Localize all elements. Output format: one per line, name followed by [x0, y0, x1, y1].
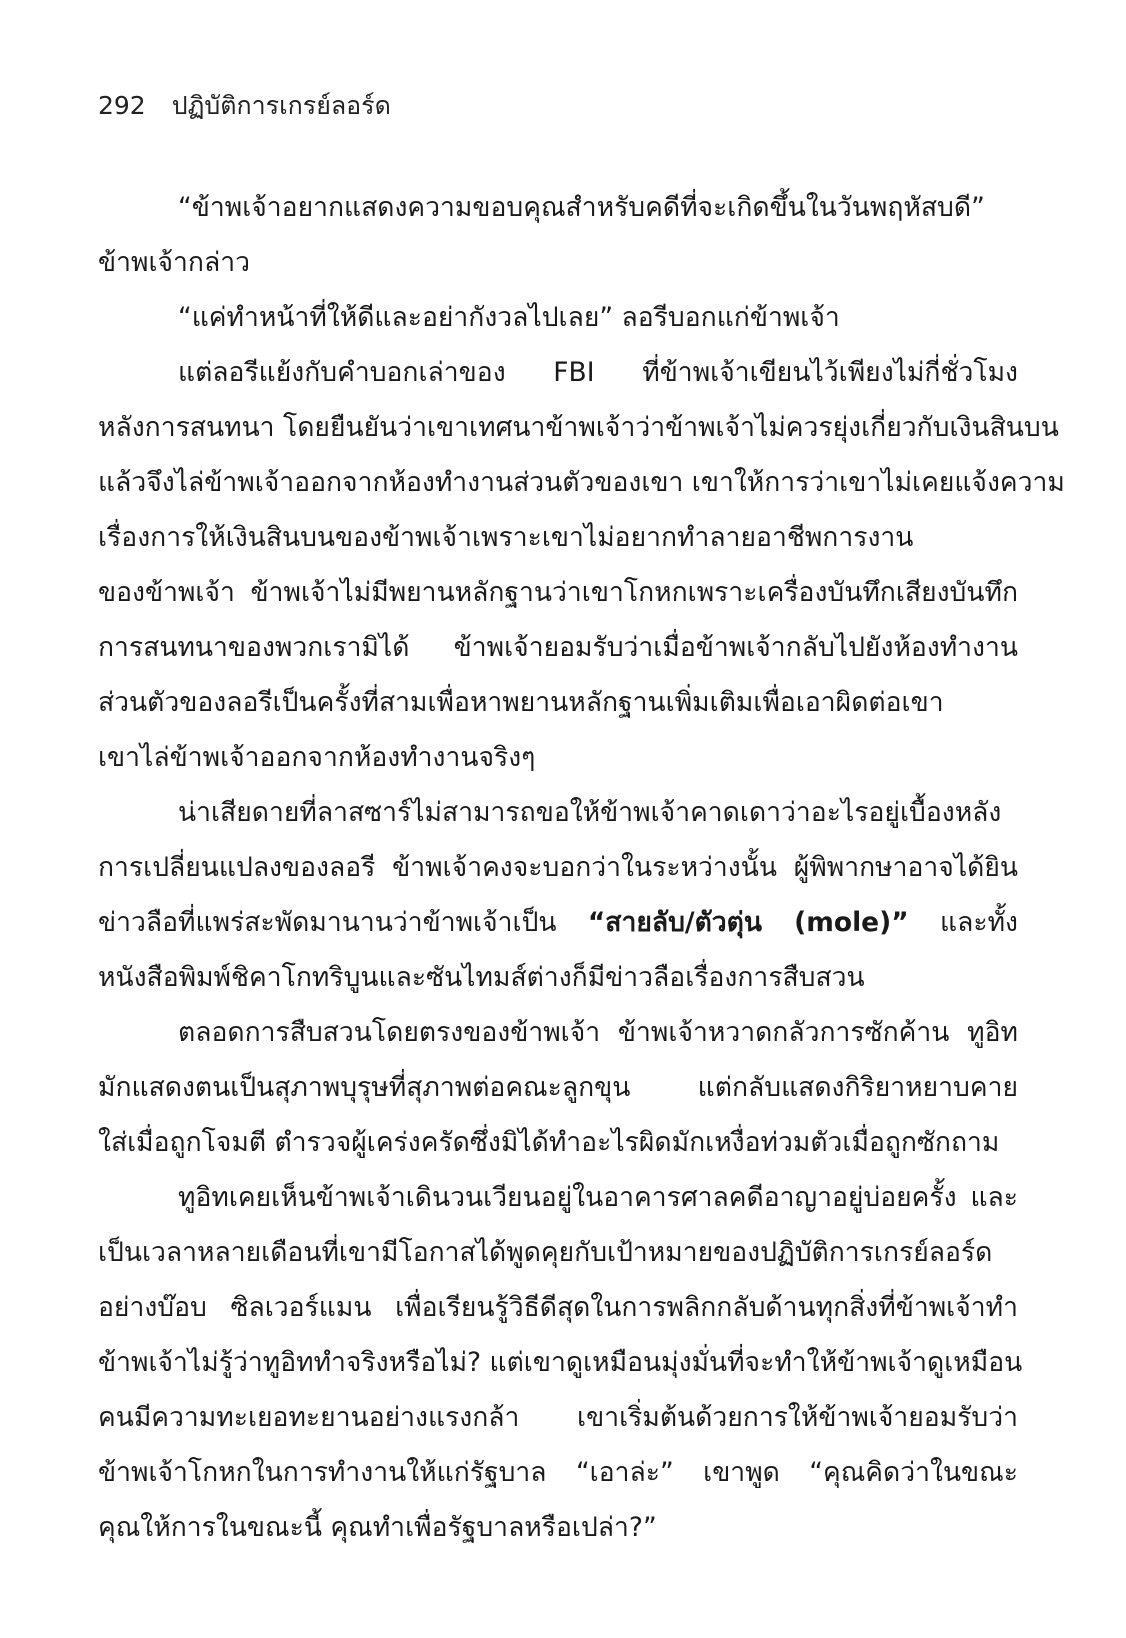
page-number: 292: [98, 91, 146, 120]
text-line: แต่ลอรีแย้งกับคำบอกเล่าของ FBI ที่ข้าพเจ้าเขียนไว้เพียงไม่กี่ชั่วโมง: [178, 357, 1018, 388]
body-text: [98, 180, 1065, 1555]
text-line: หลังการสนทนา โดยยืนยันว่าเขาเทศนาข้าพเจ้าว่าข้าพเจ้าไม่ควรยุ่งเกี่ยวกับเงินสินบน: [98, 412, 1059, 443]
text-line-with-emphasis: [98, 895, 1018, 950]
text-line: หนังสือพิมพ์ชิคาโกทริบูนและซันไทมส์ต่างก็มีข่าวลือเรื่องการสืบสวน: [98, 962, 865, 993]
text-line: ข้าพเจ้าไม่รู้ว่าทูอิททำจริงหรือไม่? แต่เขาดูเหมือนมุ่งมั่นที่จะทำให้ข้าพเจ้าดูเหมือน: [98, 1347, 1023, 1378]
running-header: [98, 86, 391, 126]
text-line: อย่างบ๊อบ ซิลเวอร์แมน เพื่อเรียนรู้วิธีดีสุดในการพลิกกลับด้านทุกสิ่งที่ข้าพเจ้าทำ: [98, 1292, 1018, 1323]
emphasized-term: “สายลับ/ตัวตุ่น (mole)”: [587, 907, 909, 938]
text-line: “แค่ทำหน้าที่ให้ดีและอย่ากังวลไปเลย” ลอรีบอกแก่ข้าพเจ้า: [178, 302, 840, 333]
text-line: มักแสดงตนเป็นสุภาพบุรุษที่สุภาพต่อคณะลูกขุน แต่กลับแสดงกิริยาหยาบคาย: [98, 1072, 1018, 1103]
text-line: การสนทนาของพวกเรามิได้ ข้าพเจ้ายอมรับว่าเมื่อข้าพเจ้ากลับไปยังห้องทำงาน: [98, 632, 1018, 663]
text-line: เรื่องการให้เงินสินบนของข้าพเจ้าเพราะเขาไม่อยากทำลายอาชีพการงาน: [98, 522, 914, 553]
text-line: “ข้าพเจ้าอยากแสดงความขอบคุณสำหรับคดีที่จะเกิดขึ้นในวันพฤหัสบดี”: [178, 192, 985, 223]
text-line: น่าเสียดายที่ลาสซาร์ไม่สามารถขอให้ข้าพเจ้าคาดเดาว่าอะไรอยู่เบื้องหลัง: [178, 797, 1002, 828]
text-line: ของข้าพเจ้า ข้าพเจ้าไม่มีพยานหลักฐานว่าเขาโกหกเพราะเครื่องบันทึกเสียงบันทึก: [98, 577, 1018, 608]
text-line: ส่วนตัวของลอรีเป็นครั้งที่สามเพื่อหาพยานหลักฐานเพิ่มเติมเพื่อเอาผิดต่อเขา: [98, 687, 944, 718]
text-line: ทูอิทเคยเห็นข้าพเจ้าเดินวนเวียนอยู่ในอาคารศาลคดีอาญาอยู่บ่อยครั้ง และ: [178, 1182, 1018, 1213]
text-line: ข้าพเจ้ากล่าว: [98, 247, 250, 278]
text-line: ข้าพเจ้าโกหกในการทำงานให้แก่รัฐบาล “เอาล่ะ” เขาพูด “คุณคิดว่าในขณะ: [98, 1457, 1018, 1488]
text-line: แล้วจึงไล่ข้าพเจ้าออกจากห้องทำงานส่วนตัวของเขา เขาให้การว่าเขาไม่เคยแจ้งความ: [98, 467, 1065, 498]
text-line: ตลอดการสืบสวนโดยตรงของข้าพเจ้า ข้าพเจ้าหวาดกลัวการซักค้าน ทูอิท: [178, 1017, 1018, 1048]
text-line: เขาไล่ข้าพเจ้าออกจากห้องทำงานจริงๆ: [98, 742, 536, 773]
text-line: เป็นเวลาหลายเดือนที่เขามีโอกาสได้พูดคุยกับเป้าหมายของปฏิบัติการเกรย์ลอร์ด: [98, 1237, 993, 1268]
text-line: ใส่เมื่อถูกโจมตี ตำรวจผู้เคร่งครัดซึ่งมิได้ทำอะไรผิดมักเหงื่อท่วมตัวเมื่อถูกซักถาม: [98, 1127, 1000, 1158]
text-line: คนมีความทะเยอทะยานอย่างแรงกล้า เขาเริ่มต้นด้วยการให้ข้าพเจ้ายอมรับว่า: [98, 1402, 1018, 1433]
text-segment: และทั้ง: [908, 907, 1018, 938]
text-segment: ข่าวลือที่แพร่สะพัดมานานว่าข้าพเจ้าเป็น: [98, 907, 588, 938]
text-line: การเปลี่ยนแปลงของลอรี ข้าพเจ้าคงจะบอกว่าในระหว่างนั้น ผู้พิพากษาอาจได้ยิน: [98, 852, 1018, 883]
book-title: ปฏิบัติการเกรย์ลอร์ด: [171, 91, 391, 120]
text-line: คุณให้การในขณะนี้ คุณทำเพื่อรัฐบาลหรือเปล่า?”: [98, 1512, 657, 1543]
